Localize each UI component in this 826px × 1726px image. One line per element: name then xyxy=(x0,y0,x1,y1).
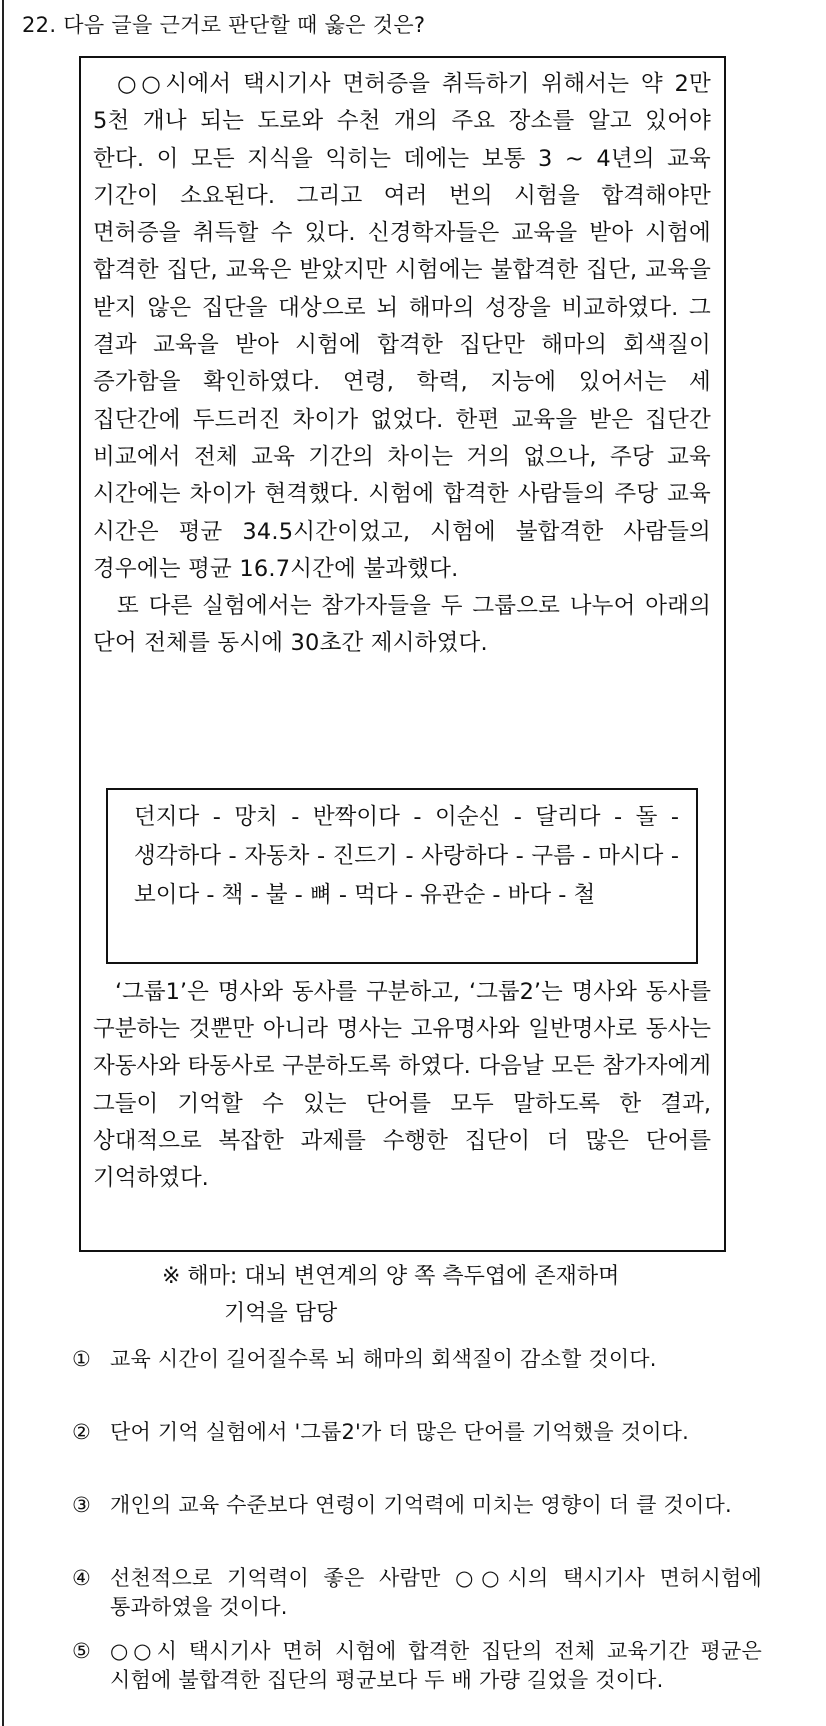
choice-text: ○○시 택시기사 면허 시험에 합격한 집단의 전체 교육기간 평균은 시험에 불합격한 집단의 평균보다 두 배 가량 길었을 것이다. xyxy=(110,1639,762,1692)
page-left-rule xyxy=(2,0,4,1726)
passage-paragraph-3: ‘그룹1’은 명사와 동사를 구분하고, ‘그룹2’는 명사와 동사를 구분하는 것뿐만 아니라 명사는 고유명사와 일반명사로 동사는 자동사와 타동사로 구분하도록 하였다. 다음날 모든 참가자에게 그들이 기억할 수 있는 단어를 모두 말하도록 한 결과, 상대적으로 복잡한 과제를 수행한 집단이 더 많은 단어를 기억하였다. xyxy=(93,979,711,1192)
word-list-box xyxy=(106,788,698,964)
choice-3[interactable] xyxy=(72,1491,762,1520)
choice-text: 개인의 교육 수준보다 연령이 기억력에 미치는 영향이 더 클 것이다. xyxy=(110,1493,732,1517)
passage-box xyxy=(79,56,726,1252)
choice-4[interactable] xyxy=(72,1564,762,1622)
footnote-line-2: 기억을 담당 xyxy=(224,1301,338,1326)
choice-text: 교육 시간이 길어질수록 뇌 해마의 회색질이 감소할 것이다. xyxy=(110,1347,657,1371)
footnote xyxy=(162,1258,762,1332)
passage-text xyxy=(93,66,711,663)
choice-2[interactable] xyxy=(72,1418,762,1447)
choice-1[interactable] xyxy=(72,1345,762,1374)
choice-text: 선천적으로 기억력이 좋은 사람만 ○○시의 택시기사 면허시험에 통과하였을 것이다. xyxy=(110,1566,762,1619)
choice-number: ⑤ xyxy=(72,1639,91,1663)
passage-paragraph-2: 또 다른 실험에서는 참가자들을 두 그룹으로 나누어 아래의 단어 전체를 동시에 30초간 제시하였다. xyxy=(93,593,711,657)
choice-number: ④ xyxy=(72,1566,91,1590)
question-title: 22. 다음 글을 근거로 판단할 때 옳은 것은? xyxy=(22,13,426,37)
word-list: 던지다 - 망치 - 반짝이다 - 이순신 - 달리다 - 돌 - 생각하다 - 자동차 - 진드기 - 사랑하다 - 구름 - 마시다 - 보이다 - 책 - 불 - 뼈 - 먹다 - 유관순 - 바다 - 철 xyxy=(134,804,679,908)
choice-number: ② xyxy=(72,1420,91,1444)
choice-number: ③ xyxy=(72,1493,91,1517)
passage-paragraph-1: ○○시에서 택시기사 면허증을 취득하기 위해서는 약 2만 5천 개나 되는 도로와 수천 개의 주요 장소를 알고 있어야 한다. 이 모든 지식을 익히는 데에는 보통 3 ~ 4년의 교육 기간이 소요된다. 그리고 여러 번의 시험을 합격해야만 면허증을 취득할 수 있다. 신경학자들은 교육을 받아 시험에 합격한 집단, 교육은 받았지만 시험에는 불합격한 집단, 교육을 받지 않은 집단을 대상으로 뇌 해마의 성장을 비교하였다. 그 결과 교육을 받아 시험에 합격한 집단만 해마의 회색질이 증가함을 확인하였다. 연령, 학력, 지능에 있어서는 세 집단간에 두드러진 차이가 없었다. 한편 교육을 받은 집단간 비교에서 전체 교육 기간의 차이는 거의 없으나, 주당 교육 시간에는 차이가 현격했다. 시험에 합격한 사람들의 주당 교육 시간은 평균 34.5시간이었고, 시험에 불합격한 사람들의 경우에는 평균 16.7시간에 불과했다. xyxy=(93,71,711,582)
choice-number: ① xyxy=(72,1347,91,1371)
choice-text: 단어 기억 실험에서 '그룹2'가 더 많은 단어를 기억했을 것이다. xyxy=(110,1420,690,1444)
choice-5[interactable] xyxy=(72,1637,762,1695)
footnote-line-1: ※ 해마: 대뇌 변연계의 양 쪽 측두엽에 존재하며 xyxy=(162,1264,620,1289)
